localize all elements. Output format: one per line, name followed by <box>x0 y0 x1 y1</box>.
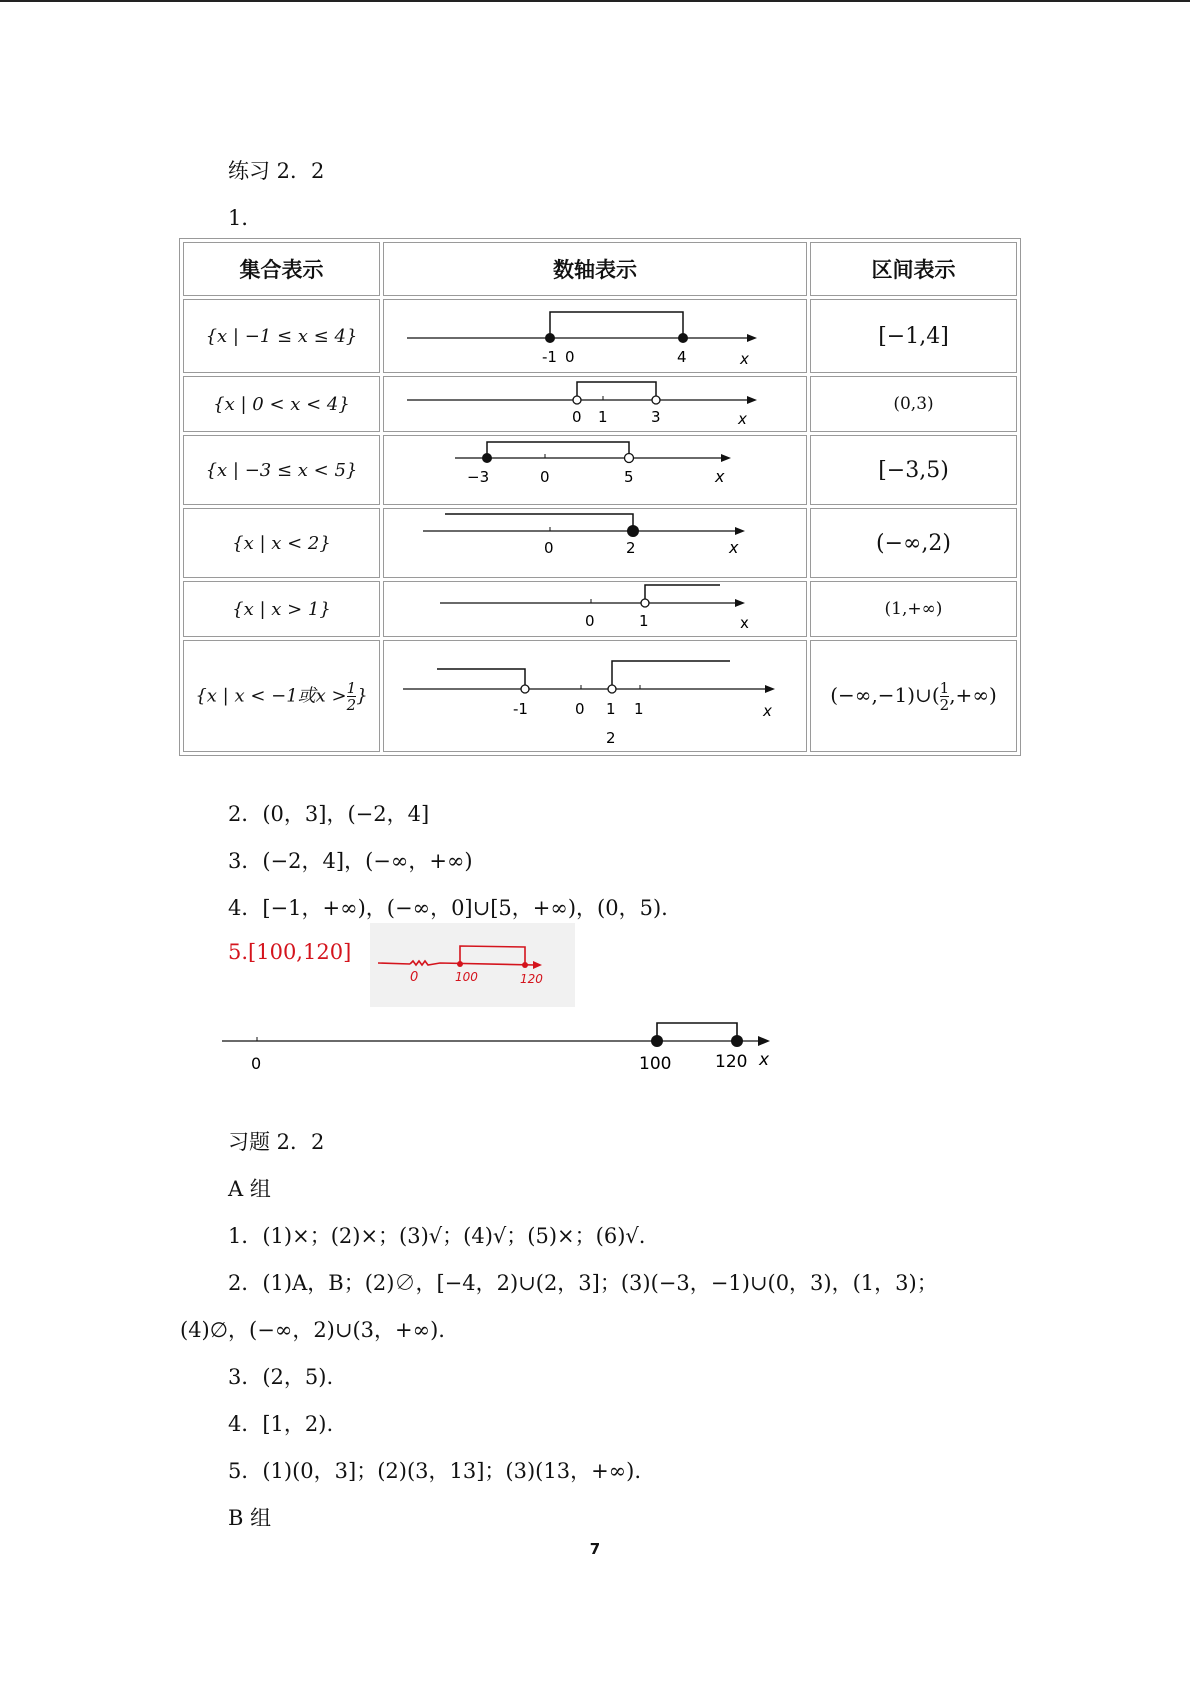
set-expression: {x | x > 1} <box>183 581 380 637</box>
number-line <box>385 582 805 632</box>
group-a-q2-line1: 2．(1)A，B；(2)∅，[−4，2)∪(2，3]；(3)(−3，−1)∪(0，3)，(1，3)； <box>228 1271 938 1295</box>
closed-endpoint <box>651 1035 663 1047</box>
group-b-heading: B 组 <box>228 1506 272 1530</box>
practice-heading: 练习 2．2 <box>228 159 325 183</box>
table-row <box>183 581 1017 637</box>
interval-notation: [−1,4] <box>810 299 1017 373</box>
sketch-label: 100 <box>455 970 478 984</box>
interval-notation: (−∞,−1)∪( $\frac{1}{2}$ ,+∞) <box>810 640 1017 752</box>
set-expression: {x | 0 < x < 4} <box>183 376 380 432</box>
interval-bracket <box>657 1023 737 1041</box>
axis-arrow <box>735 527 745 535</box>
open-endpoint <box>608 685 616 693</box>
answer-2: 2．(0，3]，(−2，4] <box>228 802 430 826</box>
group-a-heading: A 组 <box>228 1177 271 1201</box>
exercise-heading: 习题 2．2 <box>228 1130 325 1154</box>
tick-label: 1 <box>606 700 616 718</box>
header-set: 集合表示 <box>183 242 380 296</box>
tick-label: 0 <box>585 612 595 630</box>
number-line-cell <box>383 376 807 432</box>
axis-arrow <box>765 685 775 693</box>
closed-endpoint <box>627 525 639 537</box>
open-endpoint <box>573 396 581 404</box>
open-endpoint <box>641 599 649 607</box>
number-line <box>385 436 805 500</box>
interval-bracket <box>577 382 656 400</box>
set-suffix: } <box>356 685 368 706</box>
interval-notation: (−∞,2) <box>810 508 1017 578</box>
axis-label: x <box>740 614 749 632</box>
axis-label: x <box>715 467 725 486</box>
set-expression <box>183 640 380 752</box>
tick-label: 0 <box>540 468 550 486</box>
table-row <box>183 640 1017 752</box>
set-expression: {x | −3 ≤ x < 5} <box>183 435 380 505</box>
tick-label: 2 <box>606 729 616 747</box>
tick-label: 2 <box>626 539 636 557</box>
handwritten-sketch <box>370 923 575 1007</box>
closed-endpoint <box>678 333 688 343</box>
table-row <box>183 508 1017 578</box>
interval-bracket <box>445 514 633 531</box>
number-line-cell <box>383 508 807 578</box>
interval-bracket <box>487 442 629 458</box>
group-a-q2-line2: (4)∅，(−∞，2)∪(3，+∞). <box>180 1318 445 1342</box>
group-a-q5: 5．(1)(0，3]；(2)(3，13]；(3)(13，+∞). <box>228 1459 642 1483</box>
tick-label: 0 <box>544 539 554 557</box>
interval-bracket <box>612 661 730 689</box>
tick-label: 4 <box>677 348 687 366</box>
axis-label: x <box>738 410 747 427</box>
open-endpoint <box>521 685 529 693</box>
tick-label: 100 <box>639 1054 672 1074</box>
closed-endpoint <box>731 1035 743 1047</box>
number-line-q5 <box>215 1015 785 1095</box>
axis-arrow <box>747 334 757 342</box>
number-line-cell <box>383 640 807 752</box>
table-row <box>183 435 1017 505</box>
number-line <box>385 377 805 427</box>
page-number: 7 <box>589 1540 601 1558</box>
answer-4: 4．[−1，+∞)，(−∞，0]∪[5，+∞)，(0，5). <box>228 896 668 920</box>
tick-label: 120 <box>715 1052 748 1072</box>
tick-label: 1 <box>598 408 608 426</box>
axis-label: x <box>740 350 749 368</box>
tick-label: 0 <box>572 408 582 426</box>
axis-arrow <box>747 396 757 404</box>
number-line-cell <box>383 581 807 637</box>
tick-label: 3 <box>651 408 661 426</box>
table-row <box>183 376 1017 432</box>
interval-notation: (1,+∞) <box>810 581 1017 637</box>
answer-3: 3．(−2，4]，(−∞，+∞) <box>228 849 473 873</box>
interval-bracket <box>550 312 683 338</box>
sketch-label: 120 <box>520 972 543 986</box>
closed-endpoint <box>545 333 555 343</box>
interval-bracket <box>437 669 525 689</box>
fraction: $\frac{1}{2}$ <box>346 678 357 714</box>
set-expression: {x | x < 2} <box>183 508 380 578</box>
axis-label: x <box>729 538 739 557</box>
tick-label: -1 <box>542 348 557 366</box>
answer-5: 5.[100,120] <box>228 940 352 964</box>
tick-label: 0 <box>575 700 585 718</box>
number-line <box>385 300 805 368</box>
open-endpoint <box>652 396 660 404</box>
group-a-q1: 1．(1)×；(2)×；(3)√；(4)√；(5)×；(6)√. <box>228 1224 646 1248</box>
number-line-cell <box>383 435 807 505</box>
interval-notation: [−3,5) <box>810 435 1017 505</box>
tick-label: 0 <box>565 348 575 366</box>
tick-label: −3 <box>467 468 490 486</box>
header-numberline: 数轴表示 <box>383 242 807 296</box>
open-endpoint <box>625 454 634 463</box>
group-a-q4: 4．[1，2). <box>228 1412 334 1436</box>
fraction: $\frac{1}{2}$ <box>939 678 950 714</box>
interval-notation: (0,3) <box>810 376 1017 432</box>
top-rule <box>0 0 1190 2</box>
item-1-label: 1． <box>228 206 263 230</box>
axis-arrow <box>721 454 731 462</box>
table-header-row <box>183 242 1017 296</box>
number-line <box>385 641 805 747</box>
tick-label: 5 <box>624 468 634 486</box>
tick-label: 1 <box>634 700 644 718</box>
header-interval: 区间表示 <box>810 242 1017 296</box>
number-line <box>385 509 805 573</box>
axis-label: x <box>759 1050 770 1070</box>
interval-bracket <box>645 585 720 603</box>
tick-label: 1 <box>639 612 649 630</box>
interval-table <box>179 238 1021 756</box>
set-prefix: {x | x < −1或x > <box>195 685 347 706</box>
closed-endpoint <box>482 453 492 463</box>
axis-arrow <box>735 599 745 607</box>
axis-arrow <box>758 1036 770 1046</box>
axis-label: x <box>763 702 772 720</box>
number-line-cell <box>383 299 807 373</box>
tick-label: -1 <box>513 700 528 718</box>
tick-label: 0 <box>251 1054 262 1073</box>
sketch-label: 0 <box>410 970 419 985</box>
set-expression: {x | −1 ≤ x ≤ 4} <box>183 299 380 373</box>
group-a-q3: 3．(2，5). <box>228 1365 334 1389</box>
table-row <box>183 299 1017 373</box>
